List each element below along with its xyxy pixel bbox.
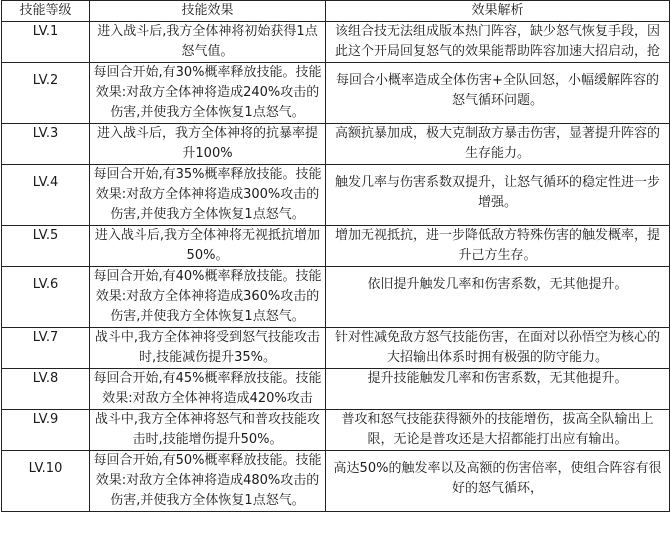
level-cell: LV.3 — [2, 124, 90, 165]
analysis-cell: 依旧提升触发几率和伤害系数，无其他提升。 — [326, 267, 670, 328]
effect-cell: 每回合开始,有40%概率释放技能。技能效果:对敌方全体神将造成360%攻击的伤害,并使我方全体恢复1点怒气。 — [90, 267, 326, 328]
level-cell: LV.5 — [2, 226, 90, 267]
level-cell: LV.10 — [2, 451, 90, 512]
effect-cell: 每回合开始,有50%概率释放技能。技能效果:对敌方全体神将造成480%攻击的伤害,并使我方全体恢复1点怒气。 — [90, 451, 326, 512]
header-skill-effect: 技能效果 — [90, 1, 326, 22]
effect-cell: 战斗中,我方全体神将怒气和普攻技能攻击时,技能增伤提升50%。 — [90, 410, 326, 451]
effect-cell: 每回合开始,有35%概率释放技能。技能效果:对敌方全体神将造成300%攻击的伤害,并使我方全体恢复1点怒气。 — [90, 165, 326, 226]
level-cell: LV.1 — [2, 22, 90, 63]
analysis-cell: 提升技能触发几率和伤害系数，无其他提升。 — [326, 369, 670, 410]
analysis-cell: 高达50%的触发率以及高额的伤害倍率，使组合阵容有很好的怒气循环， — [326, 451, 670, 512]
header-effect-analysis: 效果解析 — [326, 1, 670, 22]
analysis-cell: 增加无视抵抗，进一步降低敌方特殊伤害的触发概率，提升己方生存。 — [326, 226, 670, 267]
table-row — [2, 451, 670, 512]
header-skill-level: 技能等级 — [2, 1, 90, 22]
table-row — [2, 226, 670, 267]
effect-cell: 每回合开始,有30%概率释放技能。技能效果:对敌方全体神将造成240%攻击的伤害,并使我方全体恢复1点怒气。 — [90, 63, 326, 124]
table-row — [2, 410, 670, 451]
effect-cell: 进入战斗后,我方全体神将初始获得1点怒气值。 — [90, 22, 326, 63]
analysis-cell: 高额抗暴加成，极大克制敌方暴击伤害，显著提升阵容的生存能力。 — [326, 124, 670, 165]
level-cell: LV.7 — [2, 328, 90, 369]
table-row — [2, 165, 670, 226]
analysis-cell: 针对性减免敌方怒气技能伤害，在面对以孙悟空为核心的大招输出体系时拥有极强的防守能力。 — [326, 328, 670, 369]
analysis-cell: 每回合小概率造成全体伤害+全队回怒，小幅缓解阵容的怒气循环问题。 — [326, 63, 670, 124]
analysis-cell: 该组合技无法组成版本热门阵容，缺少怒气恢复手段，因此这个开局回复怒气的效果能帮助阵容加速大招启动，抢 — [326, 22, 670, 63]
level-cell: LV.9 — [2, 410, 90, 451]
skill-level-table — [1, 0, 670, 512]
level-cell: LV.6 — [2, 267, 90, 328]
effect-cell: 战斗中,我方全体神将受到怒气技能攻击时,技能减伤提升35%。 — [90, 328, 326, 369]
table-row — [2, 369, 670, 410]
level-cell: LV.8 — [2, 369, 90, 410]
level-cell: LV.2 — [2, 63, 90, 124]
level-cell: LV.4 — [2, 165, 90, 226]
table-row — [2, 267, 670, 328]
analysis-cell: 普攻和怒气技能获得额外的技能增伤，拔高全队输出上限，无论是普攻还是大招都能打出应有输出。 — [326, 410, 670, 451]
effect-cell: 每回合开始,有45%概率释放技能。技能效果:对敌方全体神将造成420%攻击 — [90, 369, 326, 410]
effect-cell: 进入战斗后,我方全体神将无视抵抗增加50%。 — [90, 226, 326, 267]
table-row — [2, 124, 670, 165]
effect-cell: 进入战斗后，我方全体神将的抗暴率提升100% — [90, 124, 326, 165]
table-row — [2, 63, 670, 124]
analysis-cell: 触发几率与伤害系数双提升，让怒气循环的稳定性进一步增强。 — [326, 165, 670, 226]
table-row — [2, 328, 670, 369]
table-header-row — [2, 1, 670, 22]
table-row — [2, 22, 670, 63]
